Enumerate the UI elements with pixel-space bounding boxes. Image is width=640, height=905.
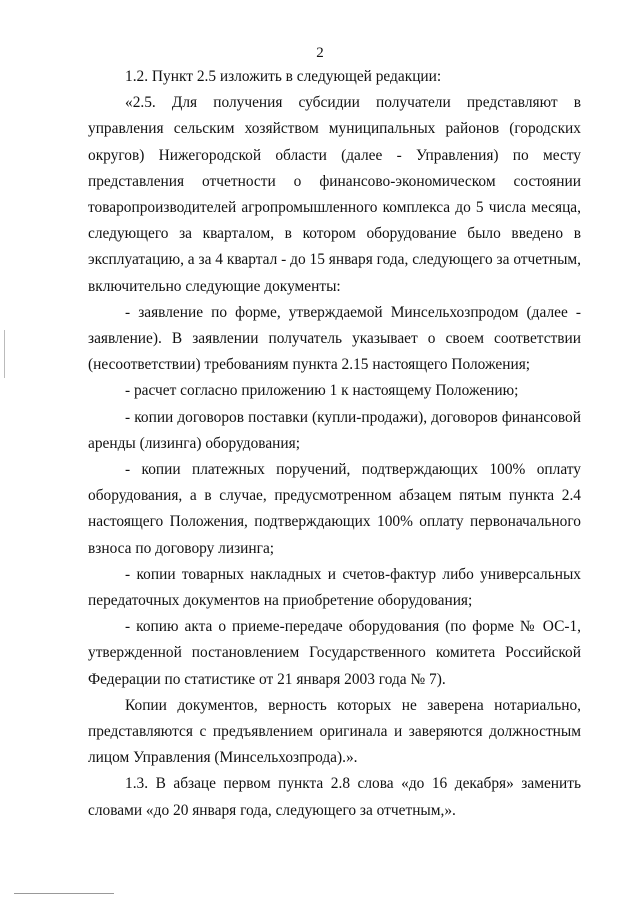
list-item-invoices: - копии товарных накладных и счетов-фактур либо универсальных передаточных документов на приобретение оборудования;	[88, 565, 581, 610]
list-item-calculation: - расчет согласно приложению 1 к настоящему Положению;	[125, 382, 519, 400]
paragraph-1-3-amendment: 1.3. В абзаце первом пункта 2.8 слова «до 16 декабря» заменить словами «до 20 января года, следующего за отчетным,».	[88, 775, 581, 819]
paragraph-1-2-heading: 1.2. Пункт 2.5 изложить в следующей редакции:	[125, 68, 442, 85]
page-number: 2	[316, 45, 324, 61]
paragraph-2-5-intro: «2.5. Для получения субсидии получатели представляют в управления сельским хозяйством муниципальных районов (городских округов) Нижегородской области (далее - Управления) по месту представления отчетности о финансово-экономическом состоянии товаропроизводителей агропромышленного комплекса до 5 числа месяца, следующего за кварталом, в котором оборудование было введено в эксплуатацию, а за 4 квартал - до 15 января года, следующего за отчетным, включительно следующие документы:	[88, 94, 581, 295]
list-item-application: - заявление по форме, утверждаемой Минсельхозпродом (далее - заявление). В заявлении получатель указывает о своем соответствии (несоответствии) требованиям пункта 2.15 настоящего Положения;	[88, 303, 581, 374]
scan-bottom-mark	[14, 893, 114, 894]
list-item-payment-orders: - копии платежных поручений, подтверждающих 100% оплату оборудования, а в случае, предусмотренном абзацем пятым пункта 2.4 настоящего Положения, подтверждающих 100% оплату первоначального взноса по договору лизинга;	[88, 461, 581, 557]
paragraph-copies-certification: Копии документов, верность которых не заверена нотариально, представляются с предъявлением оригинала и заверяются должностным лицом Управления (Минсельхозпрода).».	[88, 696, 581, 767]
list-item-contracts: - копии договоров поставки (купли-продажи), договоров финансовой аренды (лизинга) оборудования;	[88, 408, 581, 452]
list-item-acceptance-act: - копию акта о приеме-передаче оборудования (по форме № ОС-1, утвержденной постановлением Государственного комитета Российской Федерации по статистике от 21 января 2003 года № 7).	[88, 618, 581, 688]
document-body	[88, 64, 581, 824]
scan-margin-mark	[4, 330, 5, 378]
